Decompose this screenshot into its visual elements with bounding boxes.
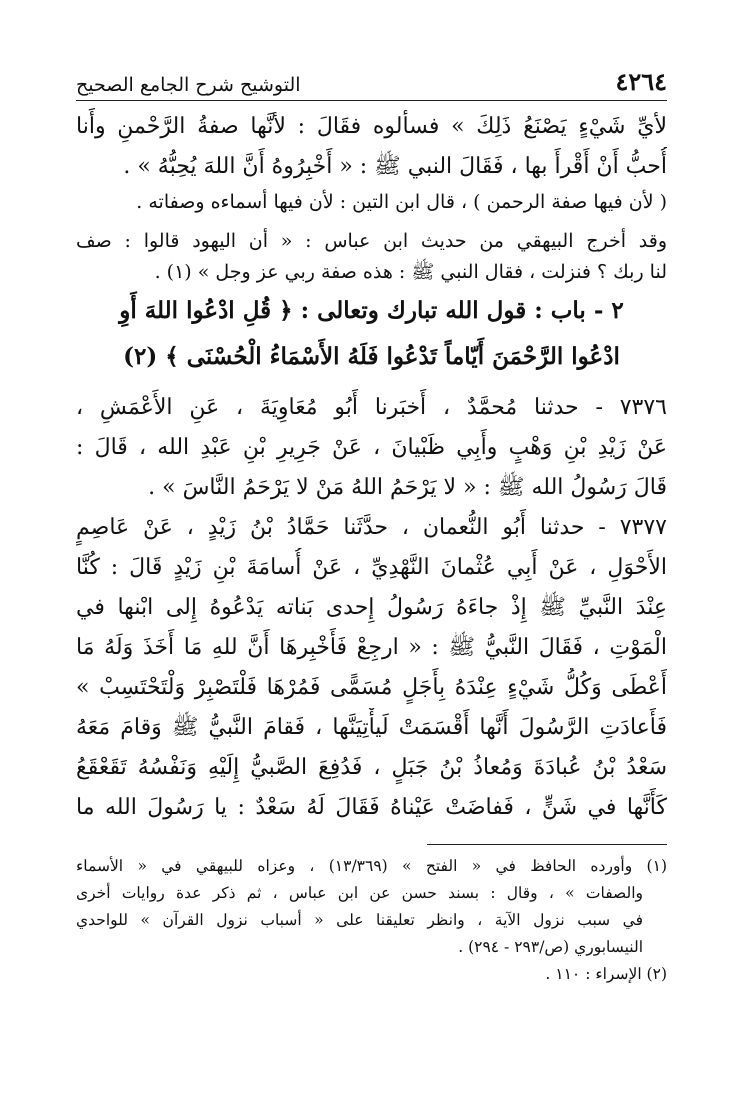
footnote-line: (١) وأورده الحافظ في « الفتح » (١٣/٣٦٩) ، وعزاه للبيهقي في « الأسماء bbox=[76, 857, 667, 875]
main-text bbox=[76, 107, 667, 828]
hadith-line: أَعْطَى وَكُلُّ شَيْءٍ عِنْدَهُ بِأَجَلٍ مُسَمًّى فَمُرْهَا فَلْتَصْبِرْ وَلْتَحْتَسِبْ » bbox=[76, 675, 667, 700]
hadith-line: فَأَعادَتِ الرَّسُولَ أَنَّها أَقْسَمَتْ لَيأْتِيَنَّها ، فَقامَ النَّبيُّ ﷺ وَقامَ مَعَهُ bbox=[76, 715, 667, 740]
hadith-7377 bbox=[76, 508, 667, 828]
hadith-line: ٧٣٧٦ - حدثنا مُحمَّدٌ ، أَخبَرنا أَبُو مُعَاوِيَةَ ، عَنِ الأَعْمَشِ ، bbox=[76, 395, 667, 420]
commentary-line: وقد أخرج البيهقي من حديث ابن عباس : « أن اليهود قالوا : صف bbox=[76, 230, 667, 252]
hadith-line: سَعْدُ بْنُ عُبادَةَ وَمُعاذُ بْنُ جَبَلٍ ، فَدُفِعَ الصَّبيُّ إِلَيْهِ وَنَفْسُهُ تَقَعْقَعُ bbox=[76, 755, 667, 780]
footnote-divider bbox=[427, 844, 667, 845]
commentary-line: ( لأن فيها صفة الرحمن ) ، قال ابن التين : لأن فيها أسماءه وصفاته . bbox=[136, 191, 667, 213]
footnote-line: النيسابوري (ص/٢٩٣ - ٢٩٤) . bbox=[458, 938, 643, 956]
hadith-line: الْمَوْتِ ، فَقَالَ النَّبيُّ ﷺ : « ارجِعْ فَأَخْبِرهَا أَنَّ للهِ مَا أَخَذَ وَلَهُ مَا bbox=[76, 635, 667, 660]
footnote-line: (٢) الإسراء : ١١٠ . bbox=[545, 965, 667, 983]
hadith-7376 bbox=[76, 388, 667, 508]
page-number: ٤٢٦٤ bbox=[615, 67, 667, 96]
hadith-line: عِنْدَ النَّبيِّ ﷺ إِذْ جاءَهُ رَسُولُ إِحدى بَناته يَدْعُوهُ إِلى ابْنها في bbox=[76, 595, 667, 620]
footnote-line: والصفات » ، وقال : بسند حسن عن ابن عباس ، ثم ذكر عدة روايات أخرى bbox=[76, 884, 643, 902]
hadith-line: كَأَنَّها في شَنٍّ ، فَفاضَتْ عَيْناهُ فَقَالَ لَهُ سَعْدٌ : يا رَسُولَ الله ما bbox=[76, 795, 667, 820]
hadith-line: عَنْ زَيْدِ بْنِ وَهْبٍ وأَبِي ظَبْيانَ ، عَنْ جَرِيرِ بْنِ عَبْدِ الله ، قَالَ : bbox=[76, 435, 667, 460]
commentary-line: لنا ربك ؟ فنزلت ، فقال النبي ﷺ : هذه صفة ربي عز وجل » (١) . bbox=[154, 261, 667, 283]
book-title: التوشيح شرح الجامع الصحيح bbox=[76, 74, 301, 96]
hadith-line: الأَحْوَلِ ، عَنْ أَبِي عُثْمانَ النَّهْدِيِّ ، عَنْ أُسامَةَ بْنِ زَيْدٍ قَالَ : كُنَّا bbox=[76, 555, 667, 580]
hadith-line: ٧٣٧٧ - حدثنا أَبُو النُّعمان ، حدَّثَنا حَمَّادُ بْنُ زَيْدٍ ، عَنْ عَاصِمٍ bbox=[76, 515, 667, 540]
chapter-heading: ٢ - باب : قول الله تبارك وتعالى : ﴿ قُلِ ادْعُوا اللهَ أَوِ bbox=[119, 297, 624, 324]
chapter-heading: ادْعُوا الرَّحْمَنَ أَيّاماً تَدْعُوا فَلَهُ الأَسْمَاءُ الْحُسْنَى ﴾ (٢) bbox=[123, 343, 620, 370]
footnote-line: في سبب نزول الآية ، وانظر تعليقنا على « أسباب نزول القرآن » للواحدي bbox=[76, 911, 643, 929]
text-line: لأيِّ شَيْءٍ يَصْنَعُ ذَلِكَ » فسألوه فقَالَ : لأنَّها صفةُ الرَّحْمنِ وأَنا bbox=[76, 114, 667, 139]
text-line: أُحبُّ أَنْ أَقْرأَ بها ، فَقَالَ النبي ﷺ : « أَخْبِرُوهُ أَنَّ اللهَ يُحِبُّهُ » . bbox=[123, 154, 667, 179]
footnotes bbox=[76, 853, 667, 988]
hadith-line: قَالَ رَسُولُ الله ﷺ : « لا يَرْحَمُ اللهُ مَنْ لا يَرْحَمُ النَّاسَ » . bbox=[148, 475, 667, 500]
running-header bbox=[76, 58, 667, 101]
